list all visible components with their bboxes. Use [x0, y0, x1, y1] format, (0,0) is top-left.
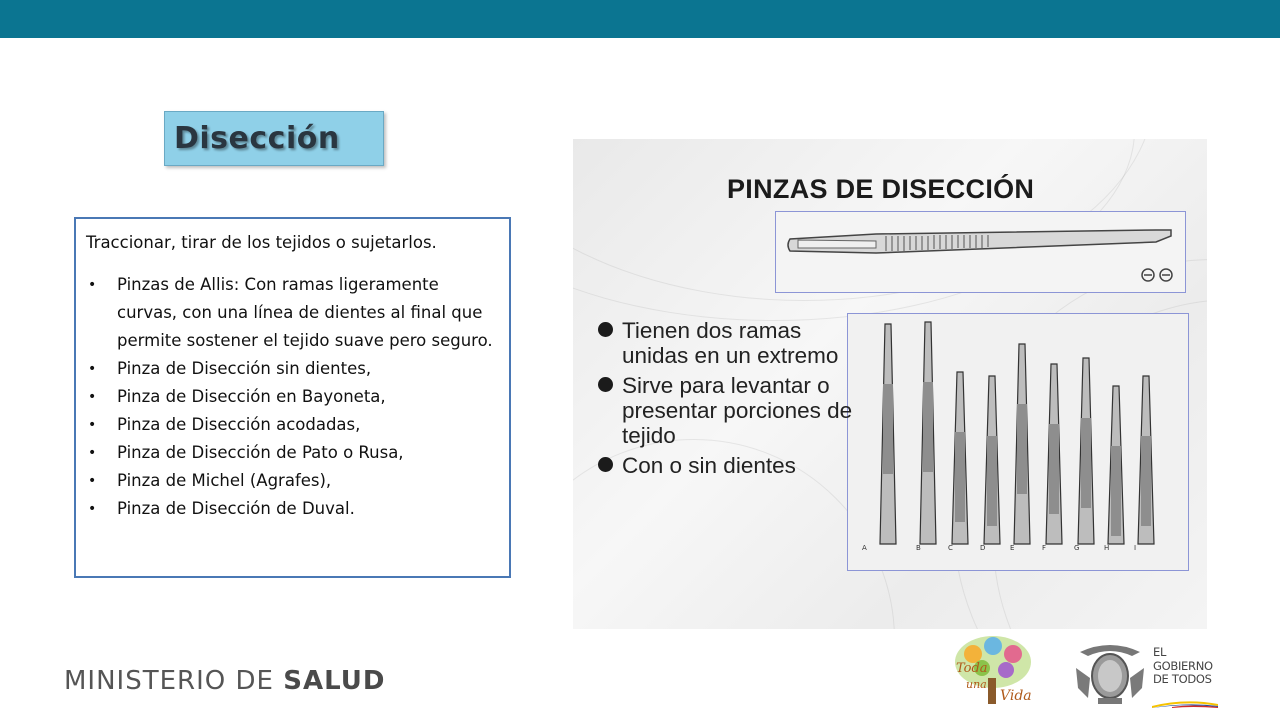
logo-word: Toda: [956, 661, 988, 676]
gobierno-logo-text: [1153, 646, 1213, 687]
ministry-logo-text: [64, 666, 385, 696]
photo-bullet: [598, 453, 862, 478]
forceps-instrument: [984, 376, 1000, 544]
list-item: • Pinza de Disección sin dientes,: [86, 355, 501, 383]
forceps-instrument: [1138, 376, 1154, 544]
forceps-instrument: [1108, 386, 1124, 544]
gov-text-line: EL: [1153, 645, 1167, 659]
logo-word: Vida: [1000, 688, 1032, 704]
instrument-label: C: [948, 544, 953, 552]
forceps-illustration: [775, 211, 1186, 293]
instrument-label: E: [1010, 544, 1015, 552]
ministry-name-salud: SALUD: [283, 666, 386, 696]
forceps-instrument: [1078, 358, 1094, 544]
flag-stripe-icon: [1152, 700, 1218, 708]
instrument-label: D: [980, 544, 986, 552]
ministry-name: MINISTERIO DE: [64, 666, 284, 696]
instruments-illustration: [847, 313, 1189, 571]
bullet-dot-icon: [598, 377, 613, 392]
forceps-instrument: [1014, 344, 1030, 544]
photo-bullet-list: [598, 318, 872, 483]
gov-text-line: DE TODOS: [1153, 672, 1212, 686]
photo-bullet: [598, 373, 867, 448]
list-item: • Pinza de Disección en Bayoneta,: [86, 383, 501, 411]
forceps-instrument: [1046, 364, 1062, 544]
photo-bullet: [598, 318, 872, 368]
toda-una-vida-logo: [948, 632, 1038, 707]
forceps-instrument: [952, 372, 968, 544]
list-item: • Pinza de Disección acodadas,: [86, 411, 501, 439]
list-item: • Pinza de Disección de Duval.: [86, 495, 501, 523]
instrument-label: B: [916, 544, 921, 552]
instrument-label: I: [1134, 544, 1137, 552]
list-item: • Pinzas de Allis: Con ramas ligeramente curvas, con una línea de dientes al final que permite sostener el tejido suave pero seguro.: [86, 271, 501, 355]
slide-title: Disección: [174, 121, 340, 156]
intro-text: Traccionar, tirar de los tejidos o sujetarlos.: [86, 233, 437, 252]
content-text-box: [74, 217, 511, 578]
logo-word: una: [966, 678, 987, 691]
instrument-label: H: [1104, 544, 1110, 552]
forceps-list: [86, 271, 501, 523]
photo-bullet-text: Sirve para levantar o presentar porciones de tejido: [622, 373, 853, 448]
forceps-set-icon: [848, 314, 1188, 570]
photo-title: PINZAS DE DISECCIÓN: [727, 174, 1035, 204]
instrument-label: G: [1074, 544, 1080, 552]
photo-bullet-text: Con o sin dientes: [622, 453, 796, 478]
instrument-label: F: [1042, 544, 1047, 552]
gov-text-line: GOBIERNO: [1153, 658, 1213, 673]
bullet-dot-icon: [598, 322, 613, 337]
bullet-dot-icon: [598, 457, 613, 472]
forceps-instrument: [920, 322, 936, 544]
list-item: • Pinza de Disección de Pato o Rusa,: [86, 439, 501, 467]
coat-of-arms-icon: [1070, 638, 1150, 708]
photo-bullet-text: Tienen dos ramas unidas en un extremo: [622, 318, 839, 368]
instrument-label: A: [862, 544, 867, 552]
top-banner: [0, 0, 1280, 38]
forceps-instrument: [880, 324, 896, 544]
list-item: • Pinza de Michel (Agrafes),: [86, 467, 501, 495]
slide-title-box: [164, 111, 384, 166]
forceps-icon: [776, 212, 1185, 292]
